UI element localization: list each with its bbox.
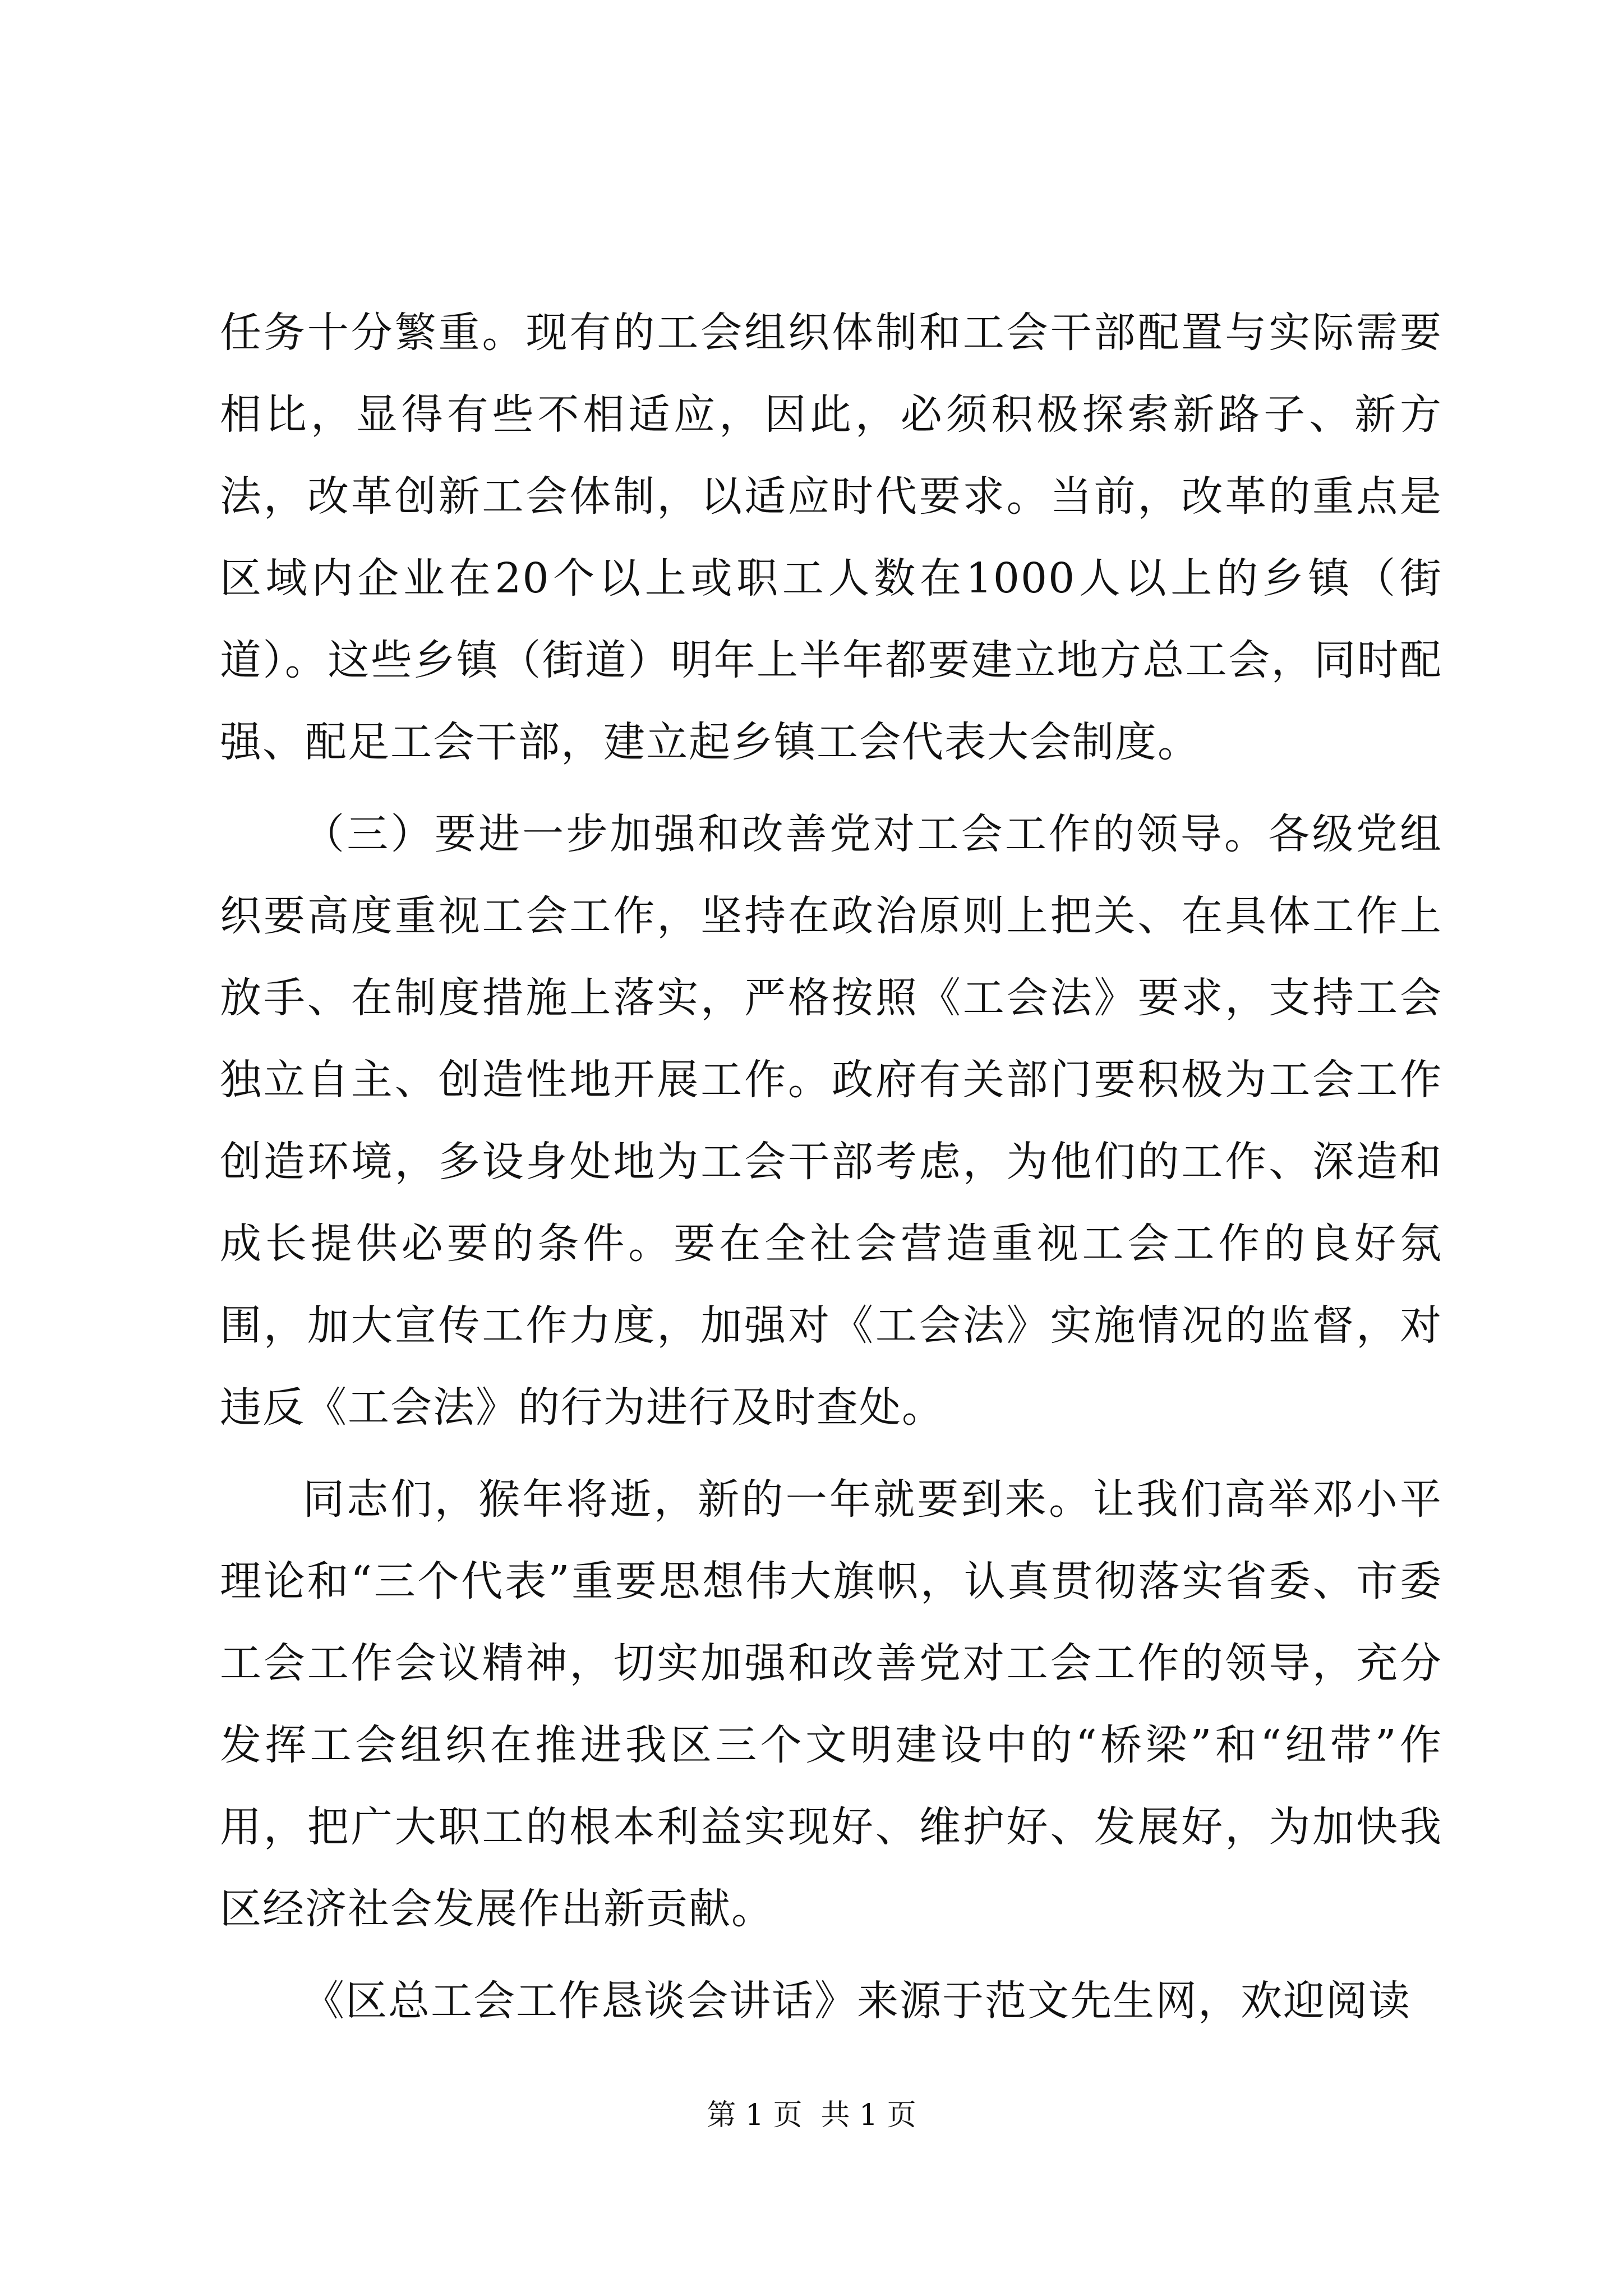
- page-number-label: 第 1 页 共 1 页: [707, 2099, 916, 2132]
- paragraph-party-leadership: （三）要进一步加强和改善党对工会工作的领导。各级党组织要高度重视工会工作，坚持在政治原则上把关、在具体工作上放手、在制度措施上落实，严格按照《工会法》要求，支持工会独立自主、创造性地开展工作。政府有关部门要积极为工会工作创造环境，多设身处地为工会干部考虑，为他们的工作、深造和成长提供必要的条件。要在全社会营造重视工会工作的良好氛围，加大宣传工作力度，加强对《工会法》实施情况的监督，对违反《工会法》的行为进行及时查处。: [220, 810, 1442, 1432]
- paragraph-continuation: 任务十分繁重。现有的工会组织体制和工会干部配置与实际需要相比，显得有些不相适应，因此，必须积极探索新路子、新方法，改革创新工会体制，以适应时代要求。当前，改革的重点是区域内企业在20个以上或职工人数在1000人以上的乡镇（街道）。这些乡镇（街道）明年上半年都要建立地方总工会，同时配强、配足工会干部，建立起乡镇工会代表大会制度。: [220, 309, 1442, 766]
- paragraph-source-note: 《区总工会工作恳谈会讲话》来源于范文先生网，欢迎阅读: [303, 1977, 1411, 2025]
- document-body: [220, 292, 1442, 2042]
- paragraph-closing-remarks: 同志们，猴年将逝，新的一年就要到来。让我们高举邓小平理论和“三个代表”重要思想伟大旗帜，认真贯彻落实省委、市委工会工作会议精神，切实加强和改善党对工会工作的领导，充分发挥工会组织在推进我区三个文明建设中的“桥梁”和“纽带”作用，把广大职工的根本利益实现好、维护好、发展好，为加快我区经济社会发展作出新贡献。: [220, 1475, 1442, 1933]
- page-footer: [0, 2096, 1623, 2135]
